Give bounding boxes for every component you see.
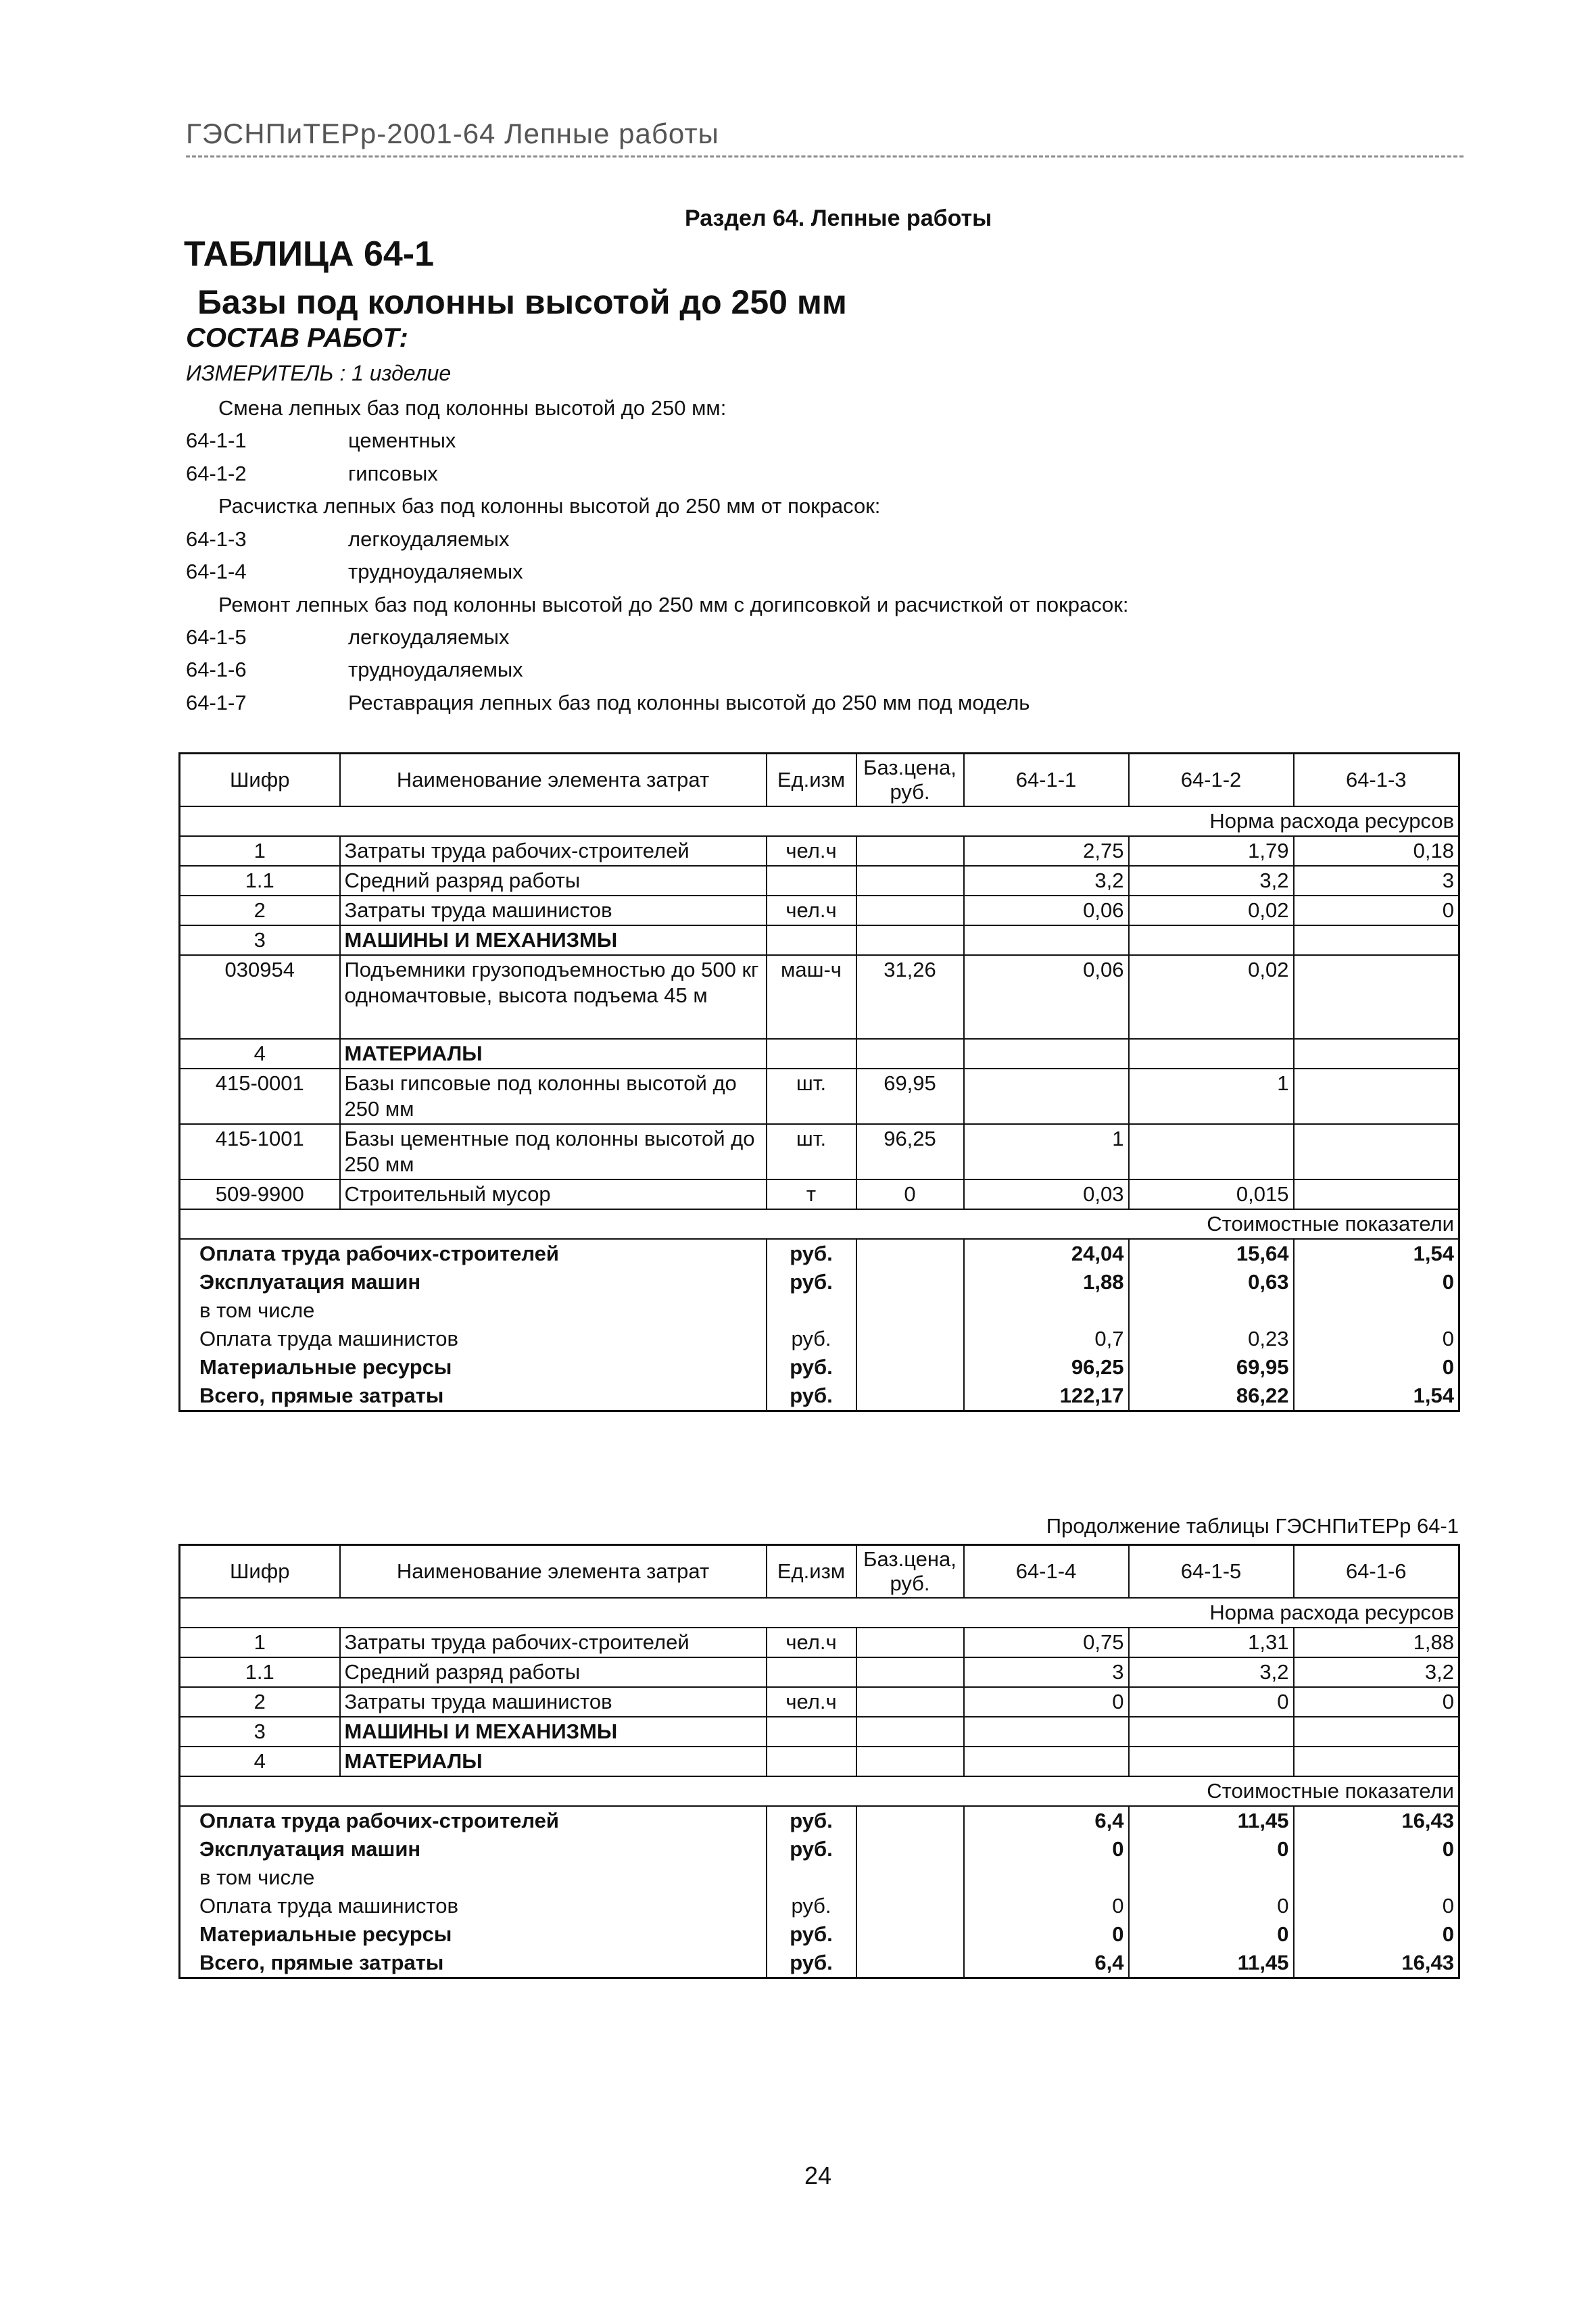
row-unit: маш-ч xyxy=(767,955,856,1039)
row-value xyxy=(1294,955,1459,1039)
summary-value: 1,54 xyxy=(1294,1382,1459,1411)
row-unit: т xyxy=(767,1179,856,1209)
summary-unit: руб. xyxy=(767,1268,856,1296)
row-price xyxy=(856,836,964,866)
work-item-text: легкоудаляемых xyxy=(348,625,510,649)
work-item-code: 64-1-1 xyxy=(186,429,247,452)
row-name: Средний разряд работы xyxy=(340,866,767,896)
summary-value: 1,88 xyxy=(964,1268,1129,1296)
table-row xyxy=(180,955,1459,1039)
summary-value: 0 xyxy=(1294,1835,1459,1863)
row-value: 2,75 xyxy=(964,836,1129,866)
header-col: 64-1-3 xyxy=(1294,754,1459,807)
summary-value: 11,45 xyxy=(1129,1806,1294,1835)
summary-value: 69,95 xyxy=(1129,1353,1294,1382)
summary-row xyxy=(180,1863,1459,1892)
row-name: МАШИНЫ И МЕХАНИЗМЫ xyxy=(340,925,767,955)
row-name: Подъемники грузоподъемностью до 500 кг одномачтовые, высота подъема 45 м xyxy=(340,955,767,1039)
row-value xyxy=(1294,1717,1459,1747)
summary-label: Материальные ресурсы xyxy=(180,1920,767,1949)
work-item-code: 64-1-3 xyxy=(186,527,247,551)
resource-table-1 xyxy=(178,752,1460,1412)
table-row xyxy=(180,925,1459,955)
row-price: 69,95 xyxy=(856,1069,964,1124)
row-value xyxy=(964,1717,1129,1747)
summary-row xyxy=(180,1353,1459,1382)
summary-value: 86,22 xyxy=(1129,1382,1294,1411)
row-unit xyxy=(767,925,856,955)
header-name: Наименование элемента затрат xyxy=(340,1545,767,1599)
row-value xyxy=(1294,1124,1459,1179)
work-item-code: 64-1-7 xyxy=(186,691,247,714)
row-value xyxy=(1294,1039,1459,1069)
table-row xyxy=(180,1039,1459,1069)
row-value: 1 xyxy=(1129,1069,1294,1124)
summary-value: 0 xyxy=(1294,1325,1459,1353)
table-row xyxy=(180,1179,1459,1209)
row-value: 0,06 xyxy=(964,896,1129,925)
summary-value: 0 xyxy=(964,1892,1129,1920)
summary-value: 11,45 xyxy=(1129,1949,1294,1978)
row-value: 0,03 xyxy=(964,1179,1129,1209)
summary-row xyxy=(180,1920,1459,1949)
summary-row xyxy=(180,1239,1459,1268)
summary-label: Оплата труда рабочих-строителей xyxy=(180,1806,767,1835)
row-code: 1 xyxy=(180,1628,340,1657)
row-name: Строительный мусор xyxy=(340,1179,767,1209)
header-price: Баз.цена, руб. xyxy=(856,754,964,807)
row-code: 3 xyxy=(180,1717,340,1747)
row-code: 509-9900 xyxy=(180,1179,340,1209)
summary-value xyxy=(1129,1296,1294,1325)
summary-value xyxy=(1294,1863,1459,1892)
header-code: Шифр xyxy=(180,754,340,807)
row-value xyxy=(1129,1747,1294,1776)
summary-value: 0,23 xyxy=(1129,1325,1294,1353)
row-value: 3,2 xyxy=(964,866,1129,896)
row-value: 0,06 xyxy=(964,955,1129,1039)
row-code: 415-1001 xyxy=(180,1124,340,1179)
summary-value xyxy=(1129,1863,1294,1892)
row-unit: шт. xyxy=(767,1124,856,1179)
summary-label: Эксплуатация машин xyxy=(180,1268,767,1296)
row-price xyxy=(856,1747,964,1776)
summary-value: 6,4 xyxy=(964,1806,1129,1835)
row-unit: чел.ч xyxy=(767,896,856,925)
cost-label: Стоимостные показатели xyxy=(180,1209,1459,1239)
work-item-code: 64-1-5 xyxy=(186,625,247,649)
row-code: 2 xyxy=(180,1687,340,1717)
summary-label: Оплата труда рабочих-строителей xyxy=(180,1239,767,1268)
work-item-text: трудноудаляемых xyxy=(348,560,523,583)
row-value xyxy=(1129,1124,1294,1179)
table-code: ТАБЛИЦА 64-1 xyxy=(184,235,435,274)
summary-unit: руб. xyxy=(767,1325,856,1353)
summary-unit: руб. xyxy=(767,1382,856,1411)
norm-label: Норма расхода ресурсов xyxy=(180,1598,1459,1628)
work-group-heading: Смена лепных баз под колонны высотой до 250 мм: xyxy=(218,396,727,420)
header-col: 64-1-6 xyxy=(1294,1545,1459,1599)
summary-value: 1,54 xyxy=(1294,1239,1459,1268)
row-value xyxy=(1294,1747,1459,1776)
summary-unit: руб. xyxy=(767,1353,856,1382)
row-value: 1,88 xyxy=(1294,1628,1459,1657)
summary-label: Всего, прямые затраты xyxy=(180,1382,767,1411)
row-name: Базы цементные под колонны высотой до 250 мм xyxy=(340,1124,767,1179)
row-value: 0 xyxy=(1294,1687,1459,1717)
row-code: 030954 xyxy=(180,955,340,1039)
row-name: Базы гипсовые под колонны высотой до 250 мм xyxy=(340,1069,767,1124)
row-name: МАШИНЫ И МЕХАНИЗМЫ xyxy=(340,1717,767,1747)
table-title: Базы под колонны высотой до 250 мм xyxy=(197,283,847,321)
resource-table-2 xyxy=(178,1544,1460,1979)
row-value xyxy=(1129,1039,1294,1069)
work-group-heading: Ремонт лепных баз под колонны высотой до 250 мм с догипсовкой и расчисткой от покрасок: xyxy=(218,593,1129,616)
work-item-code: 64-1-4 xyxy=(186,560,247,583)
table-row xyxy=(180,896,1459,925)
row-value: 0 xyxy=(1129,1687,1294,1717)
row-value xyxy=(1294,1069,1459,1124)
table-row xyxy=(180,1069,1459,1124)
table-row xyxy=(180,1687,1459,1717)
summary-value: 0 xyxy=(964,1920,1129,1949)
row-unit xyxy=(767,1717,856,1747)
summary-label: Всего, прямые затраты xyxy=(180,1949,767,1978)
summary-unit: руб. xyxy=(767,1806,856,1835)
row-unit: чел.ч xyxy=(767,1628,856,1657)
row-value: 1 xyxy=(964,1124,1129,1179)
summary-value: 0 xyxy=(1129,1920,1294,1949)
work-item-text: цементных xyxy=(348,429,456,452)
table-row xyxy=(180,1628,1459,1657)
summary-row xyxy=(180,1949,1459,1978)
row-value: 3 xyxy=(964,1657,1129,1687)
row-price xyxy=(856,1687,964,1717)
header-col: 64-1-4 xyxy=(964,1545,1129,1599)
summary-label: в том числе xyxy=(180,1863,767,1892)
summary-unit: руб. xyxy=(767,1920,856,1949)
header-col: 64-1-2 xyxy=(1129,754,1294,807)
summary-value: 6,4 xyxy=(964,1949,1129,1978)
summary-value: 122,17 xyxy=(964,1382,1129,1411)
row-code: 1 xyxy=(180,836,340,866)
summary-unit: руб. xyxy=(767,1949,856,1978)
section-title: Раздел 64. Лепные работы xyxy=(685,205,992,231)
summary-unit: руб. xyxy=(767,1239,856,1268)
row-value: 3,2 xyxy=(1129,866,1294,896)
summary-row xyxy=(180,1325,1459,1353)
row-name: Средний разряд работы xyxy=(340,1657,767,1687)
row-price xyxy=(856,1657,964,1687)
work-item-text: трудноудаляемых xyxy=(348,658,523,681)
row-unit xyxy=(767,1657,856,1687)
work-group-heading: Расчистка лепных баз под колонны высотой до 250 мм от покрасок: xyxy=(218,494,881,518)
row-code: 4 xyxy=(180,1747,340,1776)
summary-row xyxy=(180,1806,1459,1835)
row-value xyxy=(1129,1717,1294,1747)
row-name: МАТЕРИАЛЫ xyxy=(340,1747,767,1776)
table-row xyxy=(180,1124,1459,1179)
summary-row xyxy=(180,1268,1459,1296)
table-row xyxy=(180,866,1459,896)
summary-value: 0 xyxy=(1294,1268,1459,1296)
summary-value: 0 xyxy=(1294,1920,1459,1949)
header-unit: Ед.изм xyxy=(767,1545,856,1599)
row-code: 415-0001 xyxy=(180,1069,340,1124)
summary-value xyxy=(964,1296,1129,1325)
row-value: 0 xyxy=(1294,896,1459,925)
work-item-code: 64-1-6 xyxy=(186,658,247,681)
row-value: 1,79 xyxy=(1129,836,1294,866)
header-unit: Ед.изм xyxy=(767,754,856,807)
row-code: 3 xyxy=(180,925,340,955)
summary-label: в том числе xyxy=(180,1296,767,1325)
header-row xyxy=(180,754,1459,807)
row-value: 0,02 xyxy=(1129,955,1294,1039)
header-col: 64-1-1 xyxy=(964,754,1129,807)
table-row xyxy=(180,1657,1459,1687)
row-value: 3,2 xyxy=(1294,1657,1459,1687)
row-value xyxy=(1129,925,1294,955)
row-value xyxy=(964,1039,1129,1069)
summary-value: 16,43 xyxy=(1294,1949,1459,1978)
work-item-text: Реставрация лепных баз под колонны высотой до 250 мм под модель xyxy=(348,691,1030,714)
row-price xyxy=(856,896,964,925)
summary-value: 0 xyxy=(1129,1835,1294,1863)
summary-value: 0 xyxy=(964,1835,1129,1863)
row-value: 0,015 xyxy=(1129,1179,1294,1209)
row-code: 1.1 xyxy=(180,866,340,896)
summary-unit: руб. xyxy=(767,1892,856,1920)
row-price: 0 xyxy=(856,1179,964,1209)
summary-row xyxy=(180,1296,1459,1325)
continuation-note: Продолжение таблицы ГЭСНПиТЕРр 64-1 xyxy=(1046,1514,1459,1538)
works-title: СОСТАВ РАБОТ: xyxy=(186,323,408,353)
work-item-code: 64-1-2 xyxy=(186,462,247,485)
summary-value: 0,63 xyxy=(1129,1268,1294,1296)
row-unit xyxy=(767,1747,856,1776)
summary-value: 0 xyxy=(1294,1353,1459,1382)
summary-unit xyxy=(767,1863,856,1892)
row-code: 1.1 xyxy=(180,1657,340,1687)
row-value xyxy=(964,925,1129,955)
header-row xyxy=(180,1545,1459,1599)
row-value: 1,31 xyxy=(1129,1628,1294,1657)
summary-value: 0 xyxy=(1294,1892,1459,1920)
row-value: 3,2 xyxy=(1129,1657,1294,1687)
row-price xyxy=(856,1717,964,1747)
row-price xyxy=(856,1039,964,1069)
row-price: 31,26 xyxy=(856,955,964,1039)
summary-label: Эксплуатация машин xyxy=(180,1835,767,1863)
summary-value: 0,7 xyxy=(964,1325,1129,1353)
row-value: 0,75 xyxy=(964,1628,1129,1657)
table-row xyxy=(180,1747,1459,1776)
summary-value: 16,43 xyxy=(1294,1806,1459,1835)
row-value: 0,02 xyxy=(1129,896,1294,925)
row-value: 0 xyxy=(964,1687,1129,1717)
header-code: Шифр xyxy=(180,1545,340,1599)
row-price xyxy=(856,866,964,896)
row-value xyxy=(1294,925,1459,955)
summary-label: Материальные ресурсы xyxy=(180,1353,767,1382)
row-name: Затраты труда машинистов xyxy=(340,1687,767,1717)
summary-value: 96,25 xyxy=(964,1353,1129,1382)
cost-label: Стоимостные показатели xyxy=(180,1776,1459,1806)
page-number: 24 xyxy=(804,2162,832,2189)
row-unit: шт. xyxy=(767,1069,856,1124)
table-row xyxy=(180,836,1459,866)
row-unit: чел.ч xyxy=(767,836,856,866)
table-row xyxy=(180,1717,1459,1747)
summary-value xyxy=(964,1863,1129,1892)
summary-row xyxy=(180,1382,1459,1411)
row-name: МАТЕРИАЛЫ xyxy=(340,1039,767,1069)
row-unit xyxy=(767,866,856,896)
summary-value xyxy=(1294,1296,1459,1325)
row-value xyxy=(964,1747,1129,1776)
row-unit: чел.ч xyxy=(767,1687,856,1717)
summary-row xyxy=(180,1835,1459,1863)
summary-unit: руб. xyxy=(767,1835,856,1863)
row-value: 0,18 xyxy=(1294,836,1459,866)
norm-label: Норма расхода ресурсов xyxy=(180,806,1459,836)
summary-value: 0 xyxy=(1129,1892,1294,1920)
row-code: 4 xyxy=(180,1039,340,1069)
row-name: Затраты труда рабочих-строителей xyxy=(340,1628,767,1657)
unit-line: ИЗМЕРИТЕЛЬ : 1 изделие xyxy=(186,361,452,385)
row-price: 96,25 xyxy=(856,1124,964,1179)
row-value xyxy=(964,1069,1129,1124)
header-price: Баз.цена, руб. xyxy=(856,1545,964,1599)
row-value: 3 xyxy=(1294,866,1459,896)
row-unit xyxy=(767,1039,856,1069)
row-code: 2 xyxy=(180,896,340,925)
summary-value: 15,64 xyxy=(1129,1239,1294,1268)
summary-row xyxy=(180,1892,1459,1920)
work-item-text: гипсовых xyxy=(348,462,438,485)
summary-unit xyxy=(767,1296,856,1325)
running-header: ГЭСНПиТЕРр-2001-64 Лепные работы xyxy=(186,112,1464,157)
row-price xyxy=(856,925,964,955)
summary-label: Оплата труда машинистов xyxy=(180,1325,767,1353)
summary-value: 24,04 xyxy=(964,1239,1129,1268)
row-price xyxy=(856,1628,964,1657)
summary-label: Оплата труда машинистов xyxy=(180,1892,767,1920)
header-name: Наименование элемента затрат xyxy=(340,754,767,807)
row-name: Затраты труда машинистов xyxy=(340,896,767,925)
header-col: 64-1-5 xyxy=(1129,1545,1294,1599)
row-value xyxy=(1294,1179,1459,1209)
row-name: Затраты труда рабочих-строителей xyxy=(340,836,767,866)
work-item-text: легкоудаляемых xyxy=(348,527,510,551)
